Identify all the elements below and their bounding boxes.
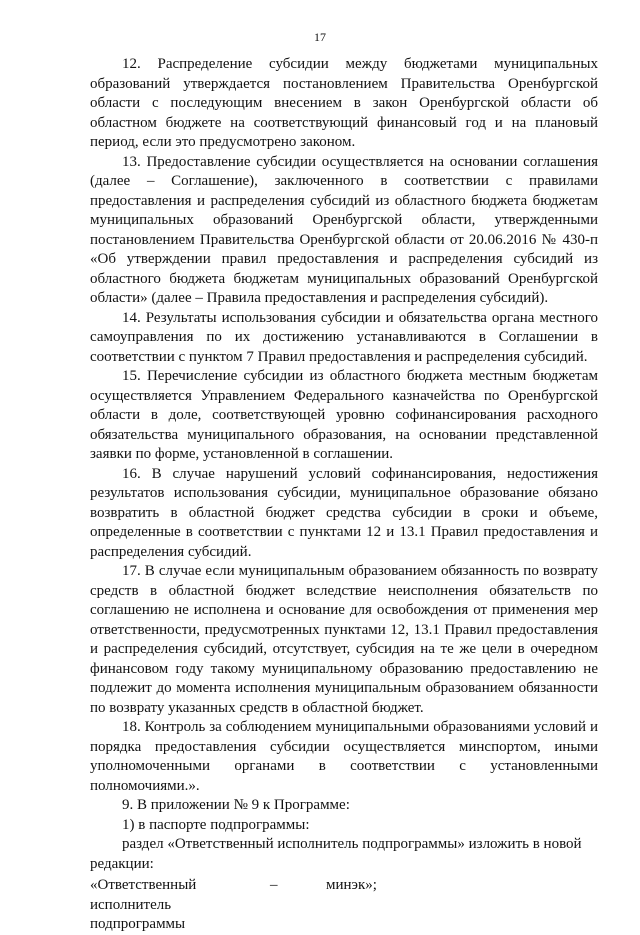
table-left-cell: «Ответственный исполнитель подпрограммы bbox=[90, 877, 197, 932]
paragraph-redaction: редакции: bbox=[90, 855, 154, 872]
responsible-executor-table bbox=[90, 876, 598, 935]
paragraph-18: 18. Контроль за соблюдением муниципальными образованиями условий и порядка предоставления субсидии осуществляется минспортом, иными уполномоченными органами в соответствии с установленными полномочиями.». bbox=[90, 719, 598, 794]
paragraph-17: 17. В случае если муниципальным образованием обязанность по возврату средств в областной бюджет вследствие неисполнения обязательств по соглашению не исполнена и основание для освобождения от применения мер ответственности, предусмотренных пунктами 12, 13.1 Правил предоставления и распределения субсидий, отсутствует, субсидия на те же цели в очередном финансовом году такому муниципальному образованию предоставлению не подлежит до момента исполнения муниципальным образованием обязанности по возврату указанных средств в областной бюджет. bbox=[90, 563, 598, 716]
paragraph-passport: 1) в паспорте подпрограммы: bbox=[122, 816, 310, 833]
paragraph-9-appendix: 9. В приложении № 9 к Программе: bbox=[122, 797, 350, 813]
paragraph-16: 16. В случае нарушений условий софинансирования, недостижения результатов использования субсидии, муниципальное образование обязано возвратить в областной бюджет средства субсидии в сроки и объеме, определенные в соответствии с пунктами 12 и 13.1 Правил предоставления и распределения субсидий. bbox=[90, 465, 598, 560]
paragraph-13: 13. Предоставление субсидии осуществляется на основании соглашения (далее – Соглашение), заключенного в соответствии с правилами предоставления и распределения субсидий из областного бюджета бюджетам муниципальных образований Оренбургской области, утвержденными постановлением Правительства Оренбургской области от 20.06.2016 № 430-п «Об утверждении правил предоставления и распределения субсидий из областного бюджета бюджетам муниципальных образований Оренбургской области» (далее – Правила предоставления и распределения субсидий). bbox=[90, 153, 598, 306]
table-right-cell: минэк»; bbox=[326, 877, 377, 893]
page-number: 17 bbox=[314, 30, 326, 44]
paragraph-14: 14. Результаты использования субсидии и обязательства органа местного самоуправления по их достижению устанавливаются в Соглашении в соответствии с пунктом 7 Правил предоставления и распределения субсидий. bbox=[90, 309, 598, 365]
paragraph-section-change: раздел «Ответственный исполнитель подпрограммы» изложить в новой bbox=[122, 836, 582, 852]
paragraph-12: 12. Распределение субсидии между бюджетами муниципальных образований утверждается постановлением Правительства Оренбургской области с последующим внесением в закон Оренбургской области об областном бюджете на соответствующий финансовый год и на плановый период, если это предусмотрено законом. bbox=[90, 56, 598, 150]
paragraph-15: 15. Перечисление субсидии из областного бюджета местным бюджетам осуществляется Управлением Федерального казначейства по Оренбургской области в доле, соответствующей уровню софинансирования расходного обязательства муниципального образования, на основании представленной заявки по форме, установленной в соглашении. bbox=[90, 368, 598, 462]
document-body bbox=[90, 55, 598, 935]
table-dash: – bbox=[270, 877, 278, 893]
